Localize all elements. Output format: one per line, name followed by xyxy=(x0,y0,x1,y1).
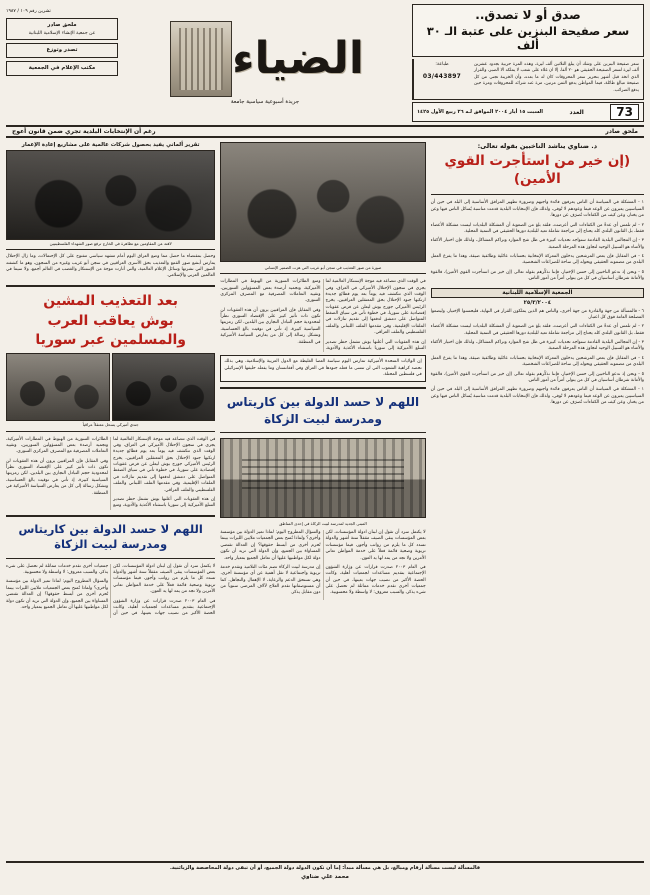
slogan-line-1: صدق أو لا تصدق.. xyxy=(475,8,581,22)
masthead-slogan xyxy=(412,4,644,57)
date-stamp: تشرين رقم ١٠٩ / ١٩٨٧ xyxy=(6,9,51,14)
torture-headline-3: والمسلمين عبر سوريا xyxy=(35,332,186,349)
left-point-3: ٣ - إن المجالس البلدية القادمة ستواجه تحديات كبيرة في ظل شح الموارد وتراكم المشاكل، ولذلك فإن اختيار الأكفاء والأمناء هو السبيل الوحيد لتجاوز هذه المرحلة الصعبة. xyxy=(430,238,644,250)
middle-para-1: في الوقت الذي تتصاعد فيه موجة الإستنكار العالمية لما يجري في سجون الإحتلال الأميركي في العراق، وفي الوقت الذي تتكشف فيه يوماً بعد يوم فظائع جديدة ارتكبها جنود الإحتلال بحق المعتقلين العراقيين، يخرج الرئيس الأميركي جورج بوش ليعلن عن فرض عقوبات إقتصادية على سوريا، في خطوة تأتي في سياق الضغط المتواصل على دمشق لدفعها إلى تقديم تنازلات في الملفات الإقليمية، وفي مقدمها الملف اللبناني والملف الفلسطيني والملف العراقي. xyxy=(325,279,426,336)
logo-art-icon xyxy=(170,21,232,97)
photo-torture-main xyxy=(220,142,425,262)
print-phone: 03/443897 xyxy=(422,72,462,80)
paper-title: الضياء xyxy=(232,33,364,84)
footer-text: فالمسألة ليست مسألة أرقام ومبالغ، بل هي مسألة مبدأ: إما أن تكون الدولة دولة الجميع، أو أن تبقى دولة المحاصصة والزبائنية. xyxy=(169,865,481,871)
column-middle xyxy=(220,142,425,858)
left-block-3-title: مكتب الإعلام في الجمعية xyxy=(28,64,96,71)
middle-article-body xyxy=(220,279,425,352)
right-zakat-para-2: في العام ٢٠٠٣ صدرت قرارات عن وزارة الشؤون الإجتماعية بتقديم مساعدات لجمعيات أهلية، وكانت الحصة الأكبر من نصيب جهات بعينها، في حين أن جمعيات أخرى تقدم خدمات مماثلة لم تحصل على شيء يذكر، والسبب معروف: لا واسطة ولا محسوبية. xyxy=(6,563,216,617)
left-block-1-title: ملحق صادر xyxy=(47,22,77,29)
zakat-para-4: إن مدرسة لبيت الزكاة تضم مئات التلاميذ وتقدم خدمة تربوية واجتماعية لا تقل أهمية عن أي مؤسسة أخرى، وهي تستحق الدعم والرعاية، لا الإهمال والتجاهل، كما أن مستوصفاتها تقدم العلاج لآلاف المرضى سنوياً من دون مقابل يذكر. xyxy=(220,564,321,596)
left-main-headline: (إن خير من استأجرت القوي الأمين) xyxy=(444,153,631,188)
left-block-1-body: عن جمعية الإنشاء الإسلامية اللبنانية xyxy=(28,30,96,36)
right-zakat-para-1: لا يكتمل سرد أن تقول إن لبنان ادولة المؤسسات، لكن بعض المؤسسات يبقى الصيف مقفلاً ستة أشهر والدولة تسدد كل ما يلزم من رواتب وأجور، فيما مؤسسات تربوية وصحية قائمة فعلاً على خدمة المواطن تعاني الأمرين ولا تجد من يمد لها يد العون. xyxy=(113,563,216,595)
middle-para-2: إن هذه العقوبات التي أعلنها بوش تشمل حظر تصدير السلع الأميركية إلى سوريا باستثناء الأغذية والأدوية، ومنع الطائرات السورية من الهبوط في المطارات الأميركية، وتجميد أرصدة بعض المسؤولين السوريين، وتقييد التعاملات المصرفية مع المصرف المركزي السوري. xyxy=(220,279,426,351)
paper-subtitle: جريدة أسبوعية سياسية جامعة xyxy=(230,99,300,105)
photo-torture-caption: صورة من صور التعذيب في سجن أبو غريب التي هزت الضمير الإنساني xyxy=(264,265,382,270)
left-block-2-title: تصدر وتوزع xyxy=(46,47,78,54)
left-point-6: ٦ - فالمسألة من جهة والقادرة من جهة أخرى، والناس هم الذين يملكون القرار في النهاية، فليحسنوا الإختيار، وليضعوا المصلحة العامة فوق كل اعتبار. xyxy=(430,308,644,320)
left-block-3 xyxy=(6,61,118,76)
left-block-2 xyxy=(6,43,118,58)
right-zakat-para-3: والسؤال المطروح اليوم: لماذا تميز الدولة بين مؤسسة وأخرى؟ ولماذا تُمنح بعض الجمعيات ملايين الليرات بينما تُحرم أخرى من أبسط حقوقها؟ إن العدالة تقتضي المساواة بين الجميع، وإن الدولة التي تريد أن تكون دولة لكل مواطنيها عليها أن تعامل الجميع بمعيار واحد. xyxy=(6,579,109,610)
middle-para-3: وفي المقابل فإن المراقبين يرون أن هذه العقوبات لن تكون ذات تأثير كبير على الإقتصاد السوري نظراً لمحدودية حجم التبادل التجاري بين البلدين، لكن رمزيتها السياسية كبيرة، إذ تأتي في توقيت بالغ الحساسية، وتشكل رسالة إلى كل من يعارض السياسة الأميركية في المنطقة. xyxy=(220,307,321,345)
left-point-3-repeat: ٤ - في المقابل فإن بعض المرشحين يدخلون المعركة الإنتخابية بحسابات عائلية وطائفية ضيقة، وهذا ما يفرغ العمل البلدي من مضمونه الحقيقي ويحوله إلى ساحة للصراعات الشخصية. xyxy=(430,355,644,368)
issue-row xyxy=(412,102,644,122)
issue-number: 73 xyxy=(610,104,639,120)
zakat-para-3: والسؤال المطروح اليوم: لماذا تميز الدولة بين مؤسسة وأخرى؟ ولماذا تُمنح بعض الجمعيات ملايين الليرات بينما تُحرم أخرى من أبسط حقوقها؟ إن العدالة تقتضي المساواة بين الجميع، وإن الدولة التي تريد أن تكون دولة لكل مواطنيها عليها أن تعامل الجميع بمعيار واحد. xyxy=(220,530,321,561)
right-para-3: وفي المقابل فإن المراقبين يرون أن هذه العقوبات لن تكون ذات تأثير كبير على الإقتصاد السوري نظراً لمحدودية حجم التبادل التجاري بين البلدين، لكن رمزيتها السياسية كبيرة، إذ تأتي في توقيت بالغ الحساسية، وتشكل رسالة إلى كل من يعارض السياسة الأميركية في المنطقة. xyxy=(6,458,109,496)
middle-pullquote: إن الولايات المتحدة الأميركية تمارس اليوم سياسة العصا الغليظة مع الدول العربية والإسلامية، وهي بذلك تحصد كراهية الشعوب التي لن تنسى ما فعله جنودها في العراق وفي أفغانستان وما يفعله حليفها الإسرائيلي في فلسطين المحتلة. xyxy=(224,359,422,378)
masthead-right xyxy=(412,4,644,122)
left-point-2-repeat: ٣ - إن المجالس البلدية القادمة ستواجه تحديات كبيرة في ظل شح الموارد وتراكم المشاكل، ولذلك فإن اختيار الأكفاء والأمناء هو السبيل الوحيد لتجاوز هذه المرحلة الصعبة. xyxy=(430,340,644,352)
topbar-right: رغم أن الإنتخابات البلدية تجري ضمن قانون أعوج xyxy=(12,128,156,135)
topbar xyxy=(6,125,644,138)
right-para-1: في الوقت الذي تتصاعد فيه موجة الإستنكار العالمية لما يجري في سجون الإحتلال الأميركي في العراق، وفي الوقت الذي تتكشف فيه يوماً بعد يوم فظائع جديدة ارتكبها جنود الإحتلال بحق المعتقلين العراقيين، يخرج الرئيس الأميركي جورج بوش ليعلن عن فرض عقوبات إقتصادية على سوريا، في خطوة تأتي في سياق الضغط المتواصل على دمشق لدفعها إلى تقديم تنازلات في الملفات الإقليمية، وفي مقدمها الملف اللبناني والملف الفلسطيني والملف العراقي. xyxy=(113,436,216,493)
photo-school-building xyxy=(220,438,425,518)
torture-headline-2: بوش يعاقب العرب xyxy=(47,312,174,329)
left-point-1: ١ - المشكلة في السياسة أن الناس يعرفون فائدة واجبهم وضرورة تطهير المرافق الأساسية إلى البلد في حين أن السياسيين يعبرون عن الوعد فيما وعودهم لا تُوفى، ولذلك فإن الإنتخابات البلدية قدمت مناسبة يُسائل الناس فيها وعن من يختار، وعن كيف من الكفاءات تُصرَف عن دورها. xyxy=(430,200,644,219)
photo-prisoner-2 xyxy=(6,353,110,421)
slogan-body-text: سعر صفيحة البنزين على وشك أن يبلغ الثلاثين ألف ليرة، وهذه المرة حربية بجدود عشرين ألف ليرة لسعر الصفيحة الحقيقي هو ٢٠ ألفا، إلا ان غلاء على شعب لا يملكه الا الصبر، والقرار الذي اتخذ قبل أشهر بتحرير سعر المحروقات كان له ما بعده، وأن الخزينة تجني من كل صفيحة مبالغ طائلة، فيما المواطن يدفع الثمن مرتين، مرة عند شرائه للمحروقات ومرة حين يدفع الضرائب. xyxy=(474,62,639,93)
left-point-1-repeat: ٢ - لم تلمس أي عدةً من الكفاءات التي أعرضت، فلقد بلغ من الصعوبة أن المشكلة البلديات ليست مشكلة الأعضاء فقط، بل القانون البلدي كله يحتاج إلى مراجعة شاملة تعيد للبلدية دورها الحقيقي في التنمية المحلية. xyxy=(430,324,644,336)
photo-prisoner-1 xyxy=(112,353,216,421)
main-columns xyxy=(6,142,644,858)
cartoon-headline: تقرير ألماني يفيد بحصول شركات عالمية على مشاريع إعادة الإعمار xyxy=(21,142,200,148)
photo-cartoon xyxy=(6,150,215,240)
right-para-2: إن هذه العقوبات التي أعلنها بوش تشمل حظر تصدير السلع الأميركية إلى سوريا باستثناء الأغذية والأدوية، ومنع الطائرات السورية من الهبوط في المطارات الأميركية، وتجميد أرصدة بعض المسؤولين السوريين، وتقييد التعاملات المصرفية مع المصرف المركزي السوري. xyxy=(6,436,216,509)
masthead xyxy=(6,4,644,122)
left-points-cont xyxy=(431,309,644,410)
topbar-left: ملحق صادر xyxy=(605,128,638,135)
left-point-4-repeat: ٥ - ونحن إذ ندعو الناخبين إلى حسن الإختيار، فإننا نذكّرهم بقوله تعالى (إن خير من استأجرت القوي الأمين)، فالقوة والأمانة شرطان أساسيان في كل من يتولى أمراً من أمور الناس. xyxy=(430,371,644,383)
column-left xyxy=(431,142,644,858)
photo-strip-caption: جندي أميركي يسحل معتقلاً عراقياً xyxy=(82,422,139,428)
left-date-line: ٢٥/٣/٢٠٠٤ xyxy=(523,299,552,306)
middle-headline-blue: اللهم لا حسد الدولة بين كاريتاس ومدرسة لبيت الزكاة xyxy=(226,395,420,426)
photo-school-caption: المبنى الجديد لمدرسة لبيت الزكاة في إحدى المناطق xyxy=(279,520,367,526)
left-points xyxy=(431,200,644,285)
logo-wrap xyxy=(122,21,408,97)
issue-label: العدد xyxy=(569,108,584,116)
right-article-body xyxy=(6,437,215,510)
footer-note xyxy=(6,861,644,871)
left-block-1 xyxy=(6,18,118,40)
author-signature: محمد علي ضناوي xyxy=(301,874,349,880)
left-super-head: د. ضناوي يناشد الناخبين بقوله تعالى: xyxy=(477,142,598,150)
print-label: طباعة: xyxy=(435,62,449,67)
masthead-left xyxy=(6,4,118,122)
slogan-line-2: سعر صفيحة البنزين على عتبة الـ ٣٠ ألف xyxy=(426,24,630,52)
masthead-center xyxy=(122,4,408,122)
zakat-para-1: لا يكتمل سرد أن تقول إن لبنان ادولة المؤسسات، لكن بعض المؤسسات يبقى الصيف مقفلاً ستة أشهر والدولة تسدد كل ما يلزم من رواتب وأجور، فيما مؤسسات تربوية وصحية قائمة فعلاً على خدمة المواطن تعاني الأمرين ولا تجد من يمد لها يد العون. xyxy=(325,530,426,561)
print-info xyxy=(413,59,470,99)
torture-headline-1: بعد التعذيب المشين xyxy=(43,292,179,309)
right-zakat-body xyxy=(6,564,215,618)
issue-date: السبت ١٥ أيار ٢٠٠٤ الموافق لـه ٢٦ ربيع الأول ١٤٢٥ xyxy=(417,109,544,115)
middle-pullquote-box xyxy=(220,355,425,382)
right-headline-blue: اللهم لا حسد الدولة بين كاريتاس ومدرسة لبيت الزكاة xyxy=(18,521,203,552)
cartoon-caption: لافتة عن المقاومين مع تظاهرة في الخارج ترفع صور الشهداء الفلسطينيين xyxy=(49,241,172,246)
masthead-right-body xyxy=(412,59,644,100)
left-point-5-repeat: ١ - المشكلة في السياسة أن الناس يعرفون فائدة واجبهم وضرورة تطهير المرافق الأساسية إلى البلد في حين أن السياسيين يعبرون عن الوعد فيما وعودهم لا تُوفى، ولذلك فإن الإنتخابات البلدية قدمت مناسبة يُسائل الناس فيها وعن من يختار، وعن كيف من الكفاءات تُصرَف عن دورها. xyxy=(430,387,644,406)
left-point-4: ٤ - في المقابل فإن بعض المرشحين يدخلون المعركة الإنتخابية بحسابات عائلية وطائفية ضيقة، وهذا ما يفرغ العمل البلدي من مضمونه الحقيقي ويحوله إلى ساحة للصراعات الشخصية. xyxy=(430,254,644,266)
column-right xyxy=(6,142,215,858)
photo-strip xyxy=(6,353,215,421)
left-point-5: ٥ - ونحن إذ ندعو الناخبين إلى حسن الإختيار، فإننا نذكّرهم بقوله تعالى (إن خير من استأجرت القوي الأمين)، فالقوة والأمانة شرطان أساسيان في كل من يتولى أمراً من أمور الناس. xyxy=(430,269,644,282)
left-point-2: ٢ - لم تلمس أي عدةً من الكفاءات التي أعرضت، فلقد بلغ من الصعوبة أن المشكلة البلديات ليست مشكلة الأعضاء فقط، بل القانون البلدي كله يحتاج إلى مراجعة شاملة تعيد للبلدية دورها الحقيقي في التنمية المحلية. xyxy=(430,222,644,234)
cartoon-paragraph: وحصل بمقتضاه ما حصل مما وضع العراق اليوم أمام مشهد سياسي مفتوح على كل الإحتمالات، وما زال الإحتلال يمارس أبشع صور القمع والتعذيب بحق الأسرى العراقيين في سجن أبو غريب وغيره من السجون، وهو ما كشفته الصور التي نشرتها وسائل الإعلام العالمية، والتي أثارت موجة من الإستنكار والغضب في العالم أجمع، ولا سيما في العالمين العربي والإسلامي. xyxy=(6,254,216,279)
zakat-para-2: في العام ٢٠٠٣ صدرت قرارات عن وزارة الشؤون الإجتماعية بتقديم مساعدات لجمعيات أهلية، وكانت الحصة الأكبر من نصيب جهات بعينها، في حين أن جمعيات أخرى تقدم خدمات مماثلة لم تحصل على شيء يذكر، والسبب معروف: لا واسطة ولا محسوبية. xyxy=(325,564,426,596)
middle-zakat-body xyxy=(220,530,425,600)
left-subhead: الجمعية الإسلامية اللبنانية xyxy=(431,288,644,298)
